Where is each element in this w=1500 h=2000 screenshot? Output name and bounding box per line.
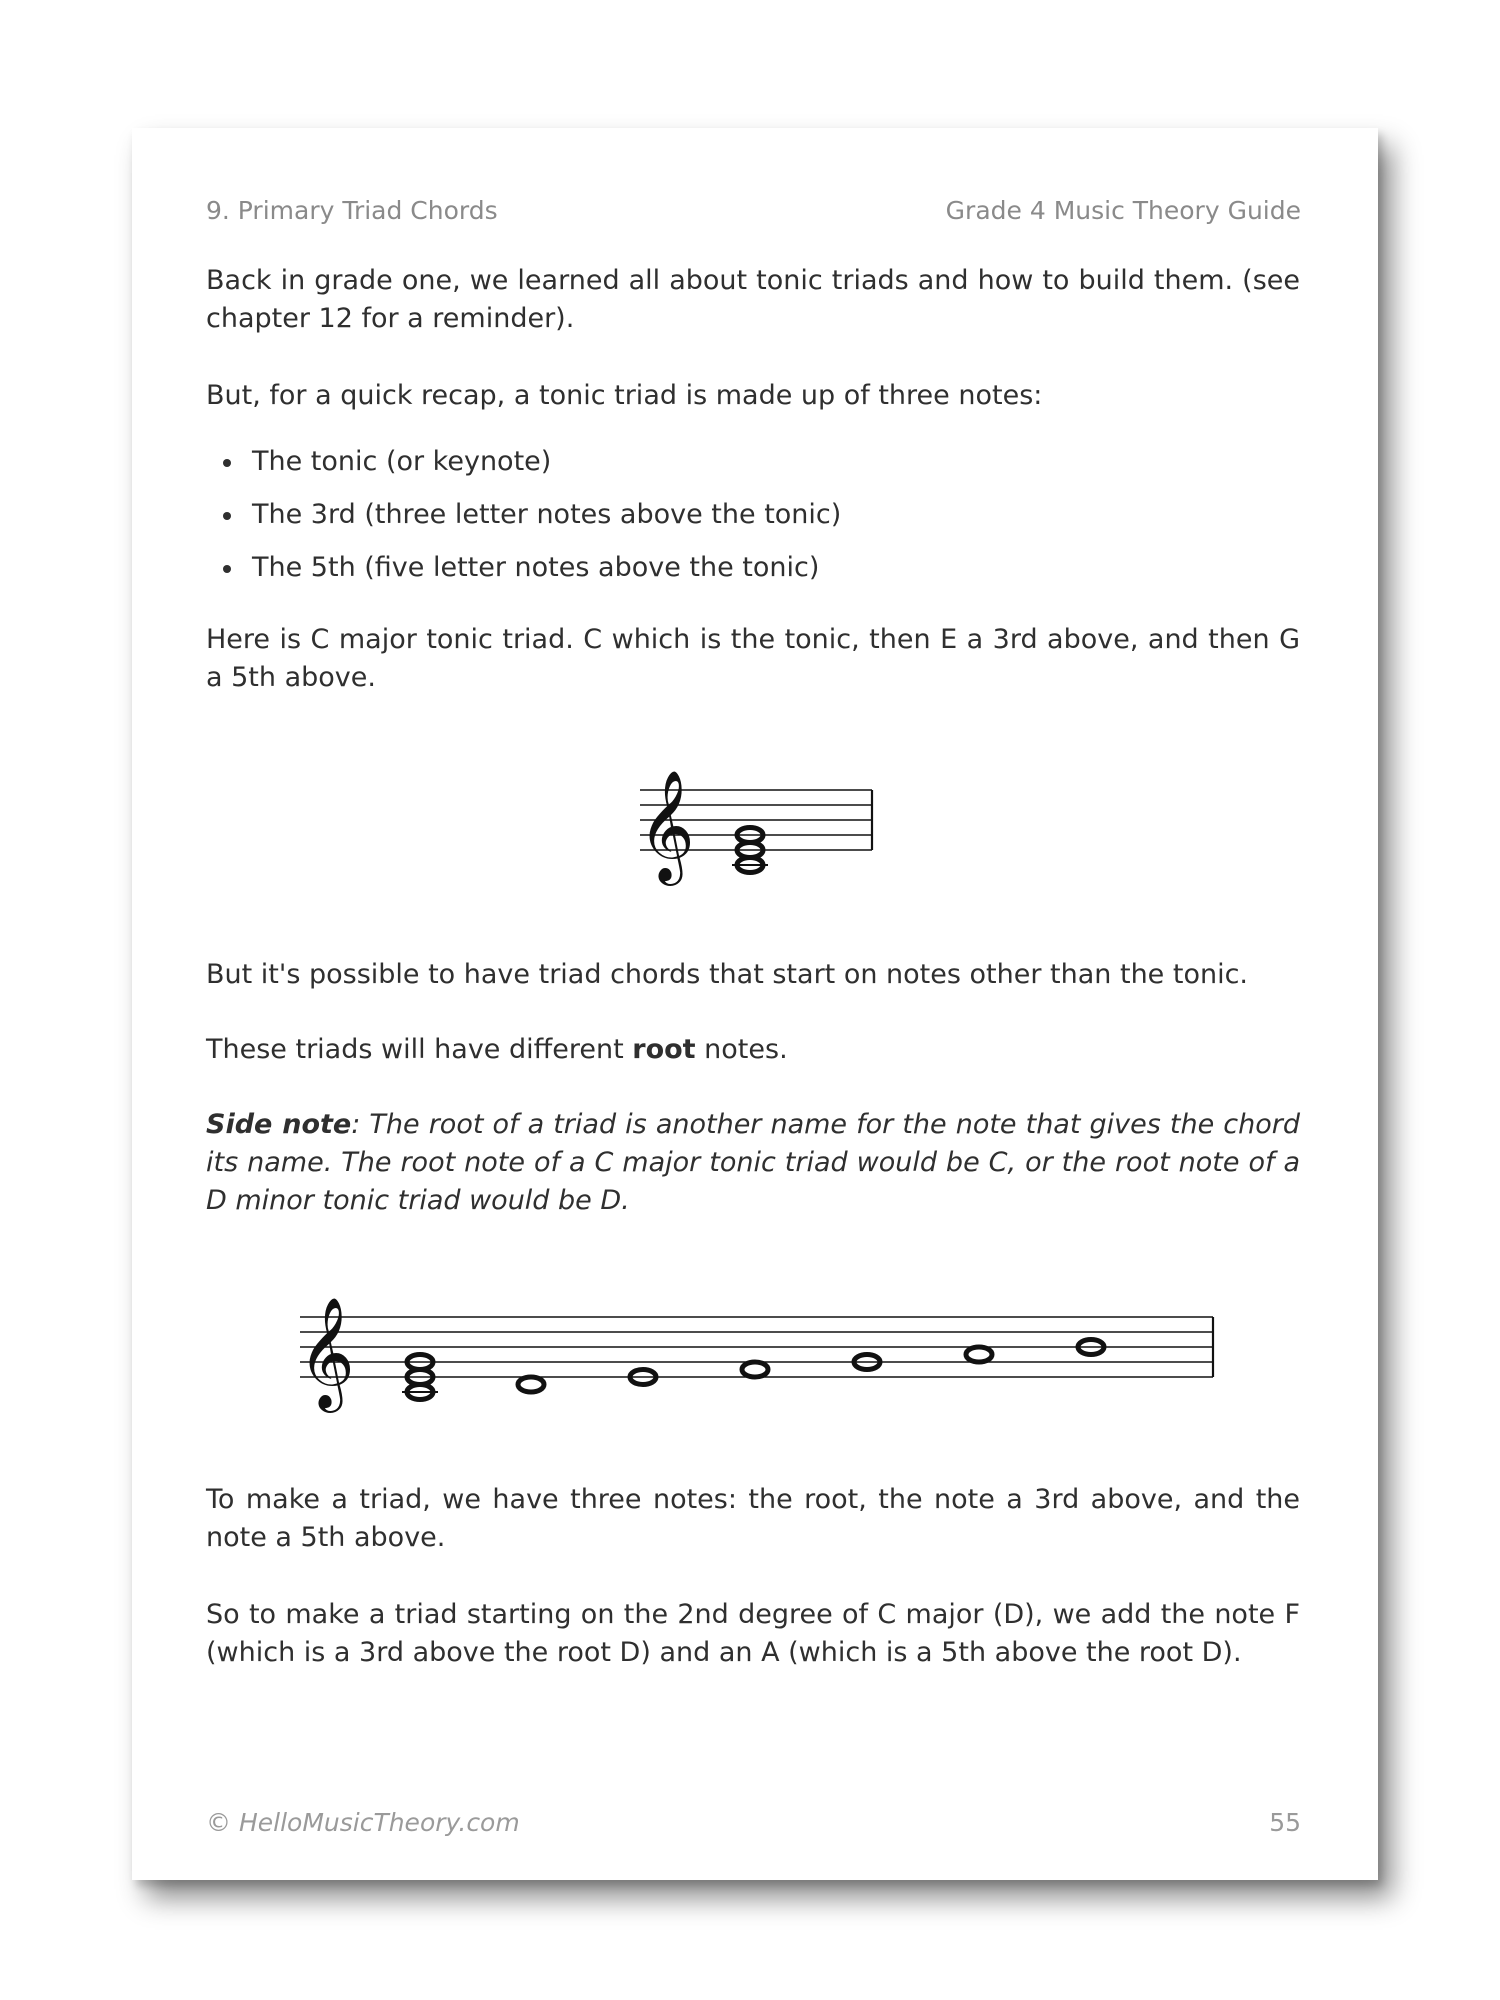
root-notes-text-end: notes. <box>695 1034 788 1065</box>
whole-note <box>742 1362 768 1377</box>
paragraph-second-degree: So to make a triad starting on the 2nd degree of C major (D), we add the note F (which is a 3rd above the root D) and an A (which is a 5th above the root D). <box>206 1599 1300 1668</box>
root-term: root <box>632 1034 696 1065</box>
whole-note <box>966 1347 992 1362</box>
running-header-book-title: Grade 4 Music Theory Guide <box>945 196 1301 225</box>
triad-notes-list <box>206 443 1206 602</box>
list-item: The 3rd (three letter notes above the tonic) <box>206 496 1206 534</box>
paragraph-make-triad: To make a triad, we have three notes: the root, the note a 3rd above, and the note a 5th above. <box>206 1484 1300 1553</box>
side-note-label: Side note <box>206 1109 352 1140</box>
paragraph-other-triads: But it's possible to have triad chords that start on notes other than the tonic. <box>206 959 1249 990</box>
treble-clef-icon: 𝄞 <box>298 1296 355 1408</box>
side-note-text: : The root of a triad is another name for the note that gives the chord its name. The root note of a C major tonic triad would be C, or the root note of a D minor tonic triad would be D. <box>206 1109 1300 1216</box>
paragraph-intro: Back in grade one, we learned all about tonic triads and how to build them. (see chapter 12 for a reminder). <box>206 265 1300 334</box>
c-major-tonic-triad-staff <box>630 750 880 895</box>
whole-note <box>518 1377 544 1392</box>
scale-degrees-staff <box>295 1270 1225 1425</box>
paragraph-root-notes <box>206 1031 1300 1069</box>
treble-clef-icon: 𝄞 <box>638 769 695 881</box>
page-number: 55 <box>1269 1808 1301 1837</box>
root-notes-text-start: These triads will have different <box>206 1034 633 1065</box>
paragraph-recap: But, for a quick recap, a tonic triad is made up of three notes: <box>206 380 1043 411</box>
running-header-chapter: 9. Primary Triad Chords <box>206 196 498 225</box>
list-item: The 5th (five letter notes above the tonic) <box>206 549 1206 587</box>
footer-copyright: © HelloMusicTheory.com <box>206 1808 520 1837</box>
paragraph-c-major-triad: Here is C major tonic triad. C which is the tonic, then E a 3rd above, and then G a 5th above. <box>206 624 1300 693</box>
list-item: The tonic (or keynote) <box>206 443 1206 481</box>
side-note <box>206 1106 1300 1220</box>
